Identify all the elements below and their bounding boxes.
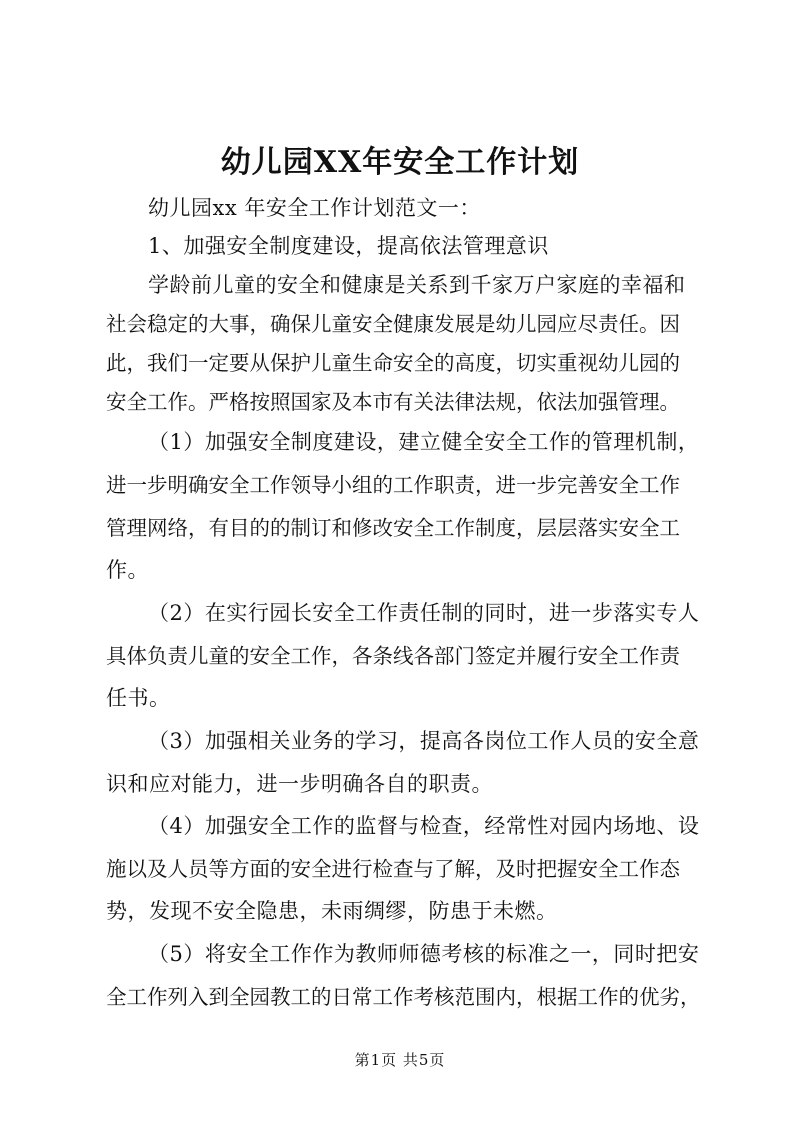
text-line: 进一步明确安全工作领导小组的工作职责，进一步完善安全工作 [106, 473, 680, 497]
document-title: 幼儿园XX年安全工作计划 [220, 145, 580, 180]
text-line: 安全工作。严格按照国家及本市有关法律法规，依法加强管理。 [106, 390, 680, 414]
text-line: 任书。 [106, 686, 171, 710]
text-line: 识和应对能力，进一步明确各自的职责。 [106, 772, 493, 796]
text-line: （1）加强安全制度建设，建立健全安全工作的管理机制， [148, 430, 700, 454]
text-line: 社会稳定的大事，确保儿童安全健康发展是幼儿园应尽责任。因 [106, 312, 680, 336]
text-line: 具体负责儿童的安全工作，各条线各部门签定并履行安全工作责 [106, 644, 680, 668]
text-line: 施以及人员等方面的安全进行检查与了解，及时把握安全工作态 [106, 857, 680, 881]
text-line: （5）将安全工作作为教师师德考核的标准之一，同时把安 [148, 942, 700, 966]
text-line: 作。 [106, 558, 149, 582]
text-line: 幼儿园xx 年安全工作计划范文一： [148, 196, 481, 220]
text-line: 势，发现不安全隐患，未雨绸缪，防患于未燃。 [106, 899, 558, 923]
text-line: 全工作列入到全园教工的日常工作考核范围内，根据工作的优劣， [106, 985, 701, 1009]
text-line: 管理网络，有目的的制订和修改安全工作制度，层层落实安全工 [106, 516, 680, 540]
section-heading: 1、加强安全制度建设，提高依法管理意识 [148, 234, 549, 258]
text-line: （3）加强相关业务的学习，提高各岗位工作人员的安全意 [148, 729, 700, 753]
page-number-footer: 第1页 共5页 [354, 1051, 446, 1069]
text-line: （4）加强安全工作的监督与检查，经常性对园内场地、设 [148, 814, 700, 838]
text-line: 学龄前儿童的安全和健康是关系到千家万户家庭的幸福和 [148, 273, 686, 297]
text-line: 此，我们一定要从保护儿童生命安全的高度，切实重视幼儿园的 [106, 351, 680, 375]
text-line: （2）在实行园长安全工作责任制的同时，进一步落实专人 [148, 601, 700, 625]
